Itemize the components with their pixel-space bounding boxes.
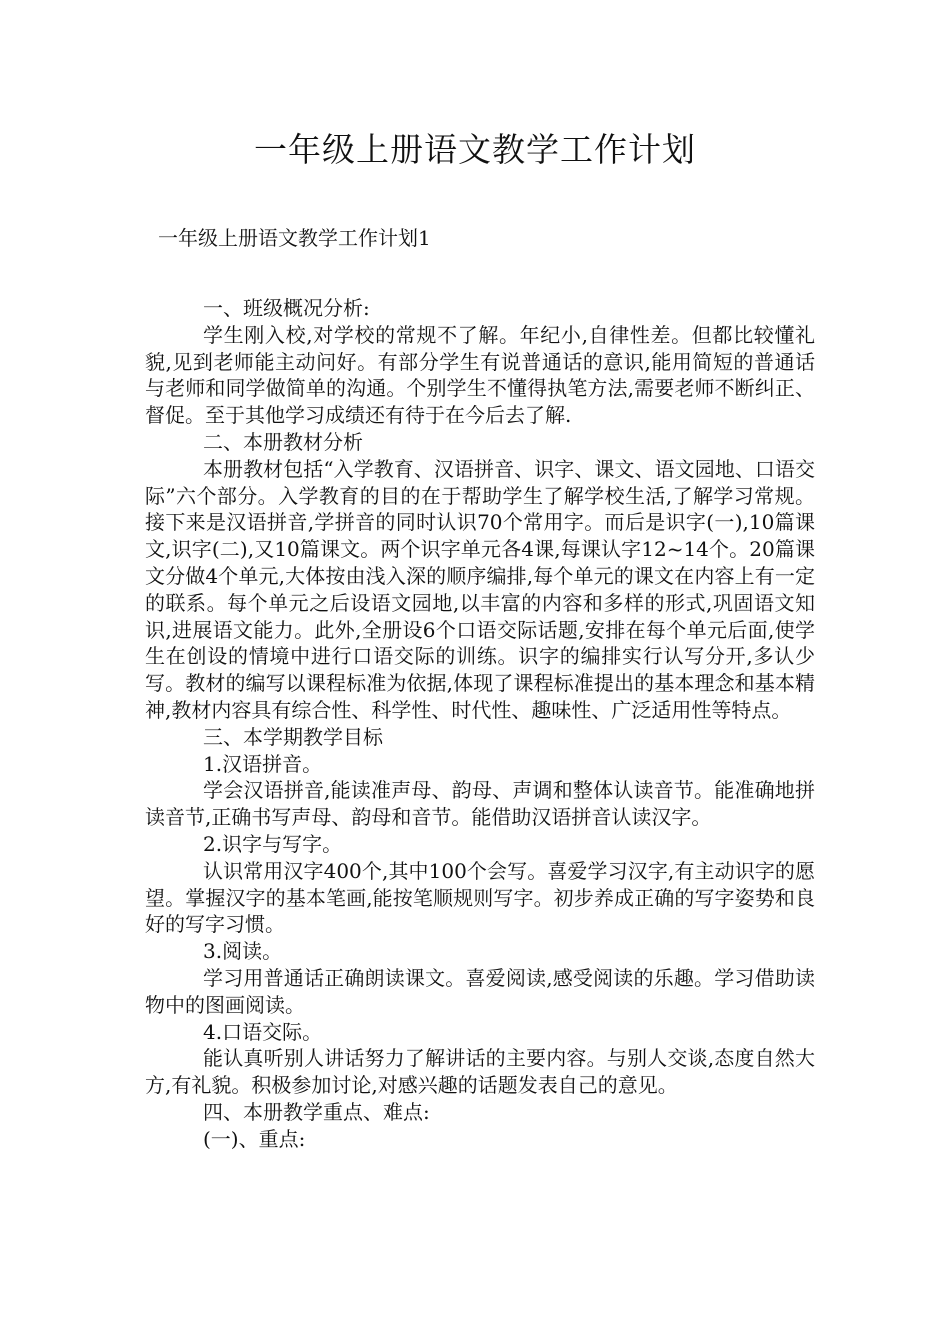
paragraph-oral-communication: 能认真听别人讲话努力了解讲话的主要内容。与别人交谈,态度自然大方,有礼貌。积极参加讨论,对感兴趣的话题发表自己的意见。 <box>145 1046 815 1098</box>
section-heading-textbook-analysis: 二、本册教材分析 <box>203 429 363 454</box>
document-body <box>145 295 815 1153</box>
subheading-literacy-writing: 2.识字与写字。 <box>203 831 343 856</box>
subheading-key-points: (一)、重点: <box>203 1126 306 1151</box>
document-subtitle: 一年级上册语文教学工作计划1 <box>158 226 431 250</box>
paragraph-pinyin: 学会汉语拼音,能读准声母、韵母、声调和整体认读音节。能准确地拼读音节,正确书写声母、韵母和音节。能借助汉语拼音认读汉字。 <box>145 778 815 830</box>
paragraph-literacy-writing: 认识常用汉字400个,其中100个会写。喜爱学习汉字,有主动识字的愿望。掌握汉字的基本笔画,能按笔顺规则写字。初步养成正确的写字姿势和良好的写字习惯。 <box>145 858 815 937</box>
paragraph-textbook-analysis: 本册教材包括“入学教育、汉语拼音、识字、课文、语文园地、口语交际”六个部分。入学教育的目的在于帮助学生了解学校生活,了解学习常规。接下来是汉语拼音,学拼音的同时认识70个常用字。而后是识字(一),10篇课文,识字(二),又10篇课文。两个识字单元各4课,每课认字12~14个。20篇课文分做4个单元,大体按由浅入深的顺序编排,每个单元的课文在内容上有一定的联系。每个单元之后设语文园地,以丰富的内容和多样的形式,巩固语文知识,进展语文能力。此外,全册设6个口语交际话题,安排在每个单元后面,使学生在创设的情境中进行口语交际的训练。识字的编排实行认写分开,多认少写。教材的编写以课程标准为依据,体现了课程标准提出的基本理念和基本精神,教材内容具有综合性、科学性、时代性、趣味性、广泛适用性等特点。 <box>145 456 815 722</box>
document-title: 一年级上册语文教学工作计划 <box>254 130 696 169</box>
section-heading-key-difficulties: 四、本册教学重点、难点: <box>203 1099 430 1124</box>
section-heading-teaching-goals: 三、本学期教学目标 <box>203 724 383 749</box>
subheading-pinyin: 1.汉语拼音。 <box>203 751 323 776</box>
paragraph-class-overview: 学生刚入校,对学校的常规不了解。年纪小,自律性差。但都比较懂礼貌,见到老师能主动问好。有部分学生有说普通话的意识,能用简短的普通话与老师和同学做简单的沟通。个别学生不懂得执笔方法,需要老师不断纠正、督促。至于其他学习成绩还有待于在今后去了解. <box>145 322 815 428</box>
section-heading-class-overview: 一、班级概况分析: <box>203 296 370 320</box>
subheading-reading: 3.阅读。 <box>203 939 283 964</box>
paragraph-reading: 学习用普通话正确朗读课文。喜爱阅读,感受阅读的乐趣。学习借助读物中的图画阅读。 <box>145 965 815 1017</box>
subheading-oral-communication: 4.口语交际。 <box>203 1019 323 1044</box>
